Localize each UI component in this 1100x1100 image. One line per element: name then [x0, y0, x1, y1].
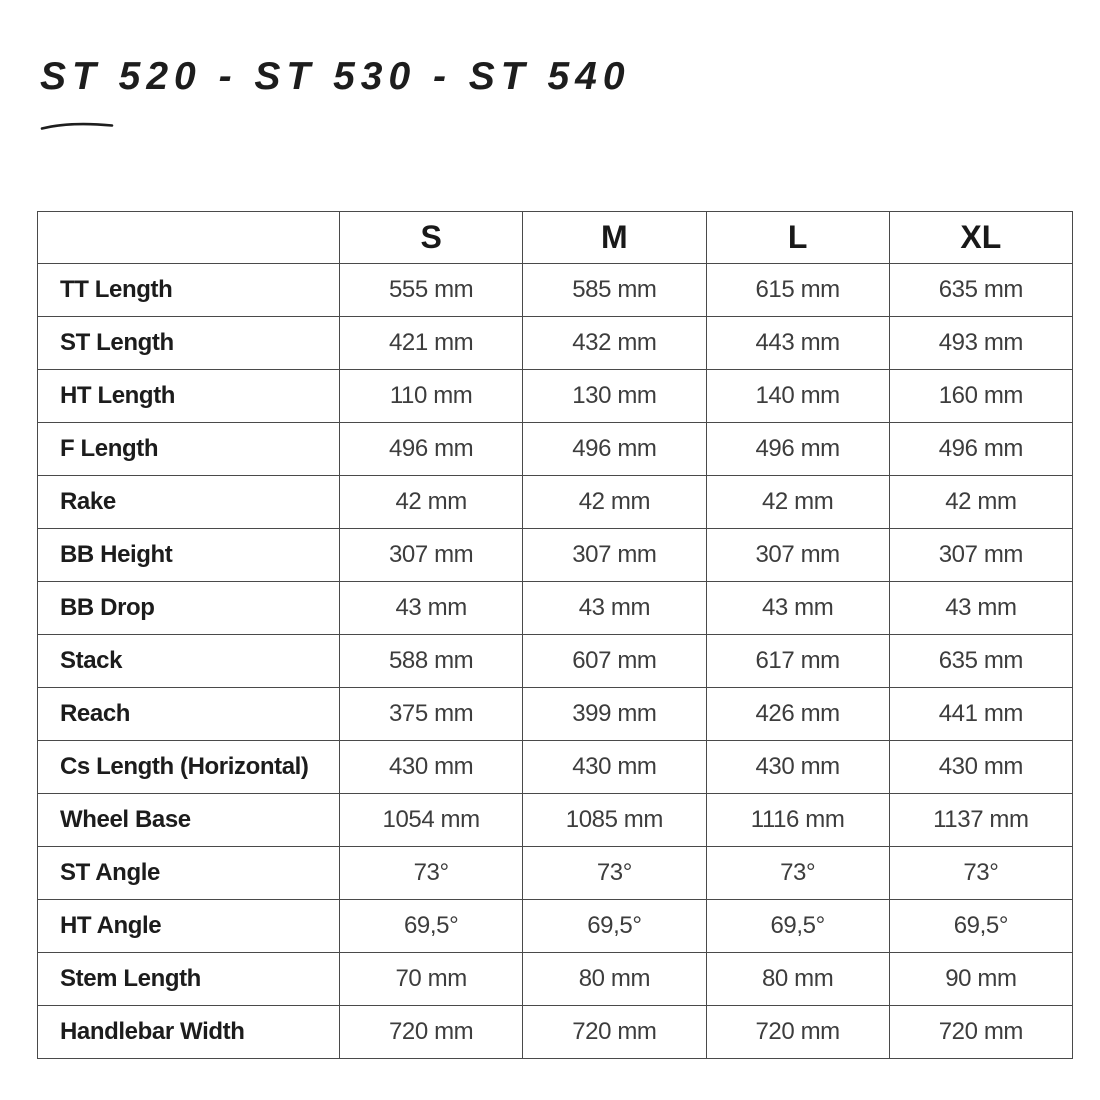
spec-value-l: 496 mm: [706, 423, 889, 476]
spec-value-s: 73°: [340, 847, 523, 900]
spec-label: ST Angle: [38, 847, 340, 900]
spec-label: Reach: [38, 688, 340, 741]
column-header-size-xl: XL: [889, 212, 1072, 264]
spec-value-xl: 635 mm: [889, 264, 1072, 317]
spec-value-l: 617 mm: [706, 635, 889, 688]
spec-value-m: 73°: [523, 847, 706, 900]
spec-value-m: 42 mm: [523, 476, 706, 529]
spec-label: Stem Length: [38, 953, 340, 1006]
spec-value-xl: 73°: [889, 847, 1072, 900]
spec-value-xl: 1137 mm: [889, 794, 1072, 847]
table-row: [38, 582, 1073, 635]
spec-value-xl: 430 mm: [889, 741, 1072, 794]
page-title: ST 520 - ST 530 - ST 540: [40, 55, 631, 98]
spec-value-xl: 720 mm: [889, 1006, 1072, 1059]
spec-value-m: 399 mm: [523, 688, 706, 741]
spec-label: Cs Length (Horizontal): [38, 741, 340, 794]
spec-value-l: 69,5°: [706, 900, 889, 953]
spec-value-m: 430 mm: [523, 741, 706, 794]
spec-value-s: 375 mm: [340, 688, 523, 741]
spec-label: Handlebar Width: [38, 1006, 340, 1059]
table-row: [38, 688, 1073, 741]
spec-value-l: 80 mm: [706, 953, 889, 1006]
spec-value-m: 496 mm: [523, 423, 706, 476]
geometry-table: [37, 211, 1073, 1059]
column-header-size-m: M: [523, 212, 706, 264]
spec-value-xl: 493 mm: [889, 317, 1072, 370]
spec-value-l: 307 mm: [706, 529, 889, 582]
spec-value-m: 720 mm: [523, 1006, 706, 1059]
spec-value-l: 42 mm: [706, 476, 889, 529]
spec-label: Wheel Base: [38, 794, 340, 847]
table-row: [38, 423, 1073, 476]
spec-label: ST Length: [38, 317, 340, 370]
spec-value-l: 140 mm: [706, 370, 889, 423]
spec-value-s: 720 mm: [340, 1006, 523, 1059]
spec-label: TT Length: [38, 264, 340, 317]
spec-value-l: 1116 mm: [706, 794, 889, 847]
table-row: [38, 741, 1073, 794]
spec-value-m: 130 mm: [523, 370, 706, 423]
spec-value-l: 73°: [706, 847, 889, 900]
table-row: [38, 1006, 1073, 1059]
spec-value-l: 430 mm: [706, 741, 889, 794]
spec-value-m: 80 mm: [523, 953, 706, 1006]
table-row: [38, 529, 1073, 582]
spec-value-m: 607 mm: [523, 635, 706, 688]
spec-value-l: 43 mm: [706, 582, 889, 635]
spec-label: BB Drop: [38, 582, 340, 635]
spec-value-xl: 43 mm: [889, 582, 1072, 635]
title-underline-swoosh-icon: [38, 117, 116, 133]
table-row: [38, 635, 1073, 688]
spec-value-s: 70 mm: [340, 953, 523, 1006]
spec-value-m: 43 mm: [523, 582, 706, 635]
spec-value-xl: 441 mm: [889, 688, 1072, 741]
spec-label: Stack: [38, 635, 340, 688]
spec-value-m: 1085 mm: [523, 794, 706, 847]
corner-header-cell: [38, 212, 340, 264]
spec-value-m: 69,5°: [523, 900, 706, 953]
spec-value-xl: 90 mm: [889, 953, 1072, 1006]
spec-value-s: 588 mm: [340, 635, 523, 688]
spec-value-s: 496 mm: [340, 423, 523, 476]
table-header-row: [38, 212, 1073, 264]
spec-value-s: 307 mm: [340, 529, 523, 582]
spec-value-l: 443 mm: [706, 317, 889, 370]
spec-value-xl: 635 mm: [889, 635, 1072, 688]
spec-value-l: 720 mm: [706, 1006, 889, 1059]
spec-label: BB Height: [38, 529, 340, 582]
spec-value-xl: 307 mm: [889, 529, 1072, 582]
table-row: [38, 476, 1073, 529]
table-row: [38, 264, 1073, 317]
spec-value-xl: 69,5°: [889, 900, 1072, 953]
spec-value-s: 69,5°: [340, 900, 523, 953]
spec-value-s: 1054 mm: [340, 794, 523, 847]
spec-label: HT Angle: [38, 900, 340, 953]
table-row: [38, 953, 1073, 1006]
spec-label: F Length: [38, 423, 340, 476]
table-row: [38, 847, 1073, 900]
spec-value-s: 555 mm: [340, 264, 523, 317]
spec-value-l: 615 mm: [706, 264, 889, 317]
spec-value-s: 110 mm: [340, 370, 523, 423]
spec-value-s: 43 mm: [340, 582, 523, 635]
column-header-size-l: L: [706, 212, 889, 264]
spec-value-xl: 160 mm: [889, 370, 1072, 423]
table-row: [38, 900, 1073, 953]
spec-value-s: 421 mm: [340, 317, 523, 370]
spec-value-xl: 42 mm: [889, 476, 1072, 529]
spec-value-m: 585 mm: [523, 264, 706, 317]
column-header-size-s: S: [340, 212, 523, 264]
table-row: [38, 317, 1073, 370]
spec-value-l: 426 mm: [706, 688, 889, 741]
spec-value-m: 307 mm: [523, 529, 706, 582]
spec-value-m: 432 mm: [523, 317, 706, 370]
table-body: [38, 264, 1073, 1059]
spec-value-s: 430 mm: [340, 741, 523, 794]
spec-label: Rake: [38, 476, 340, 529]
spec-value-xl: 496 mm: [889, 423, 1072, 476]
spec-value-s: 42 mm: [340, 476, 523, 529]
spec-label: HT Length: [38, 370, 340, 423]
table-row: [38, 370, 1073, 423]
table-row: [38, 794, 1073, 847]
